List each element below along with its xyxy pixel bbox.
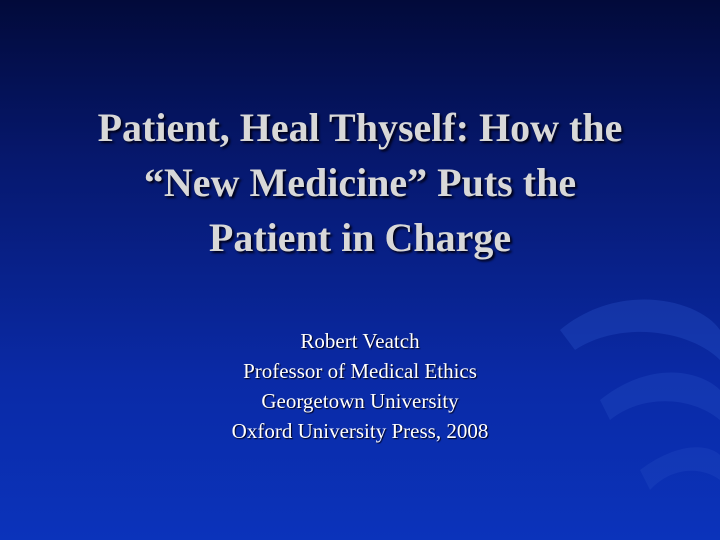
title-line-1: Patient, Heal Thyself: How the — [97, 105, 623, 150]
slide-subtitle — [60, 326, 660, 446]
publisher-info: Oxford University Press, 2008 — [231, 419, 489, 443]
title-line-2: “New Medicine” Puts the — [143, 160, 577, 205]
title-line-3: Patient in Charge — [208, 215, 512, 260]
author-affiliation: Georgetown University — [261, 389, 459, 413]
author-name: Robert Veatch — [300, 329, 420, 353]
slide-title — [40, 100, 680, 265]
author-position: Professor of Medical Ethics — [243, 359, 477, 383]
